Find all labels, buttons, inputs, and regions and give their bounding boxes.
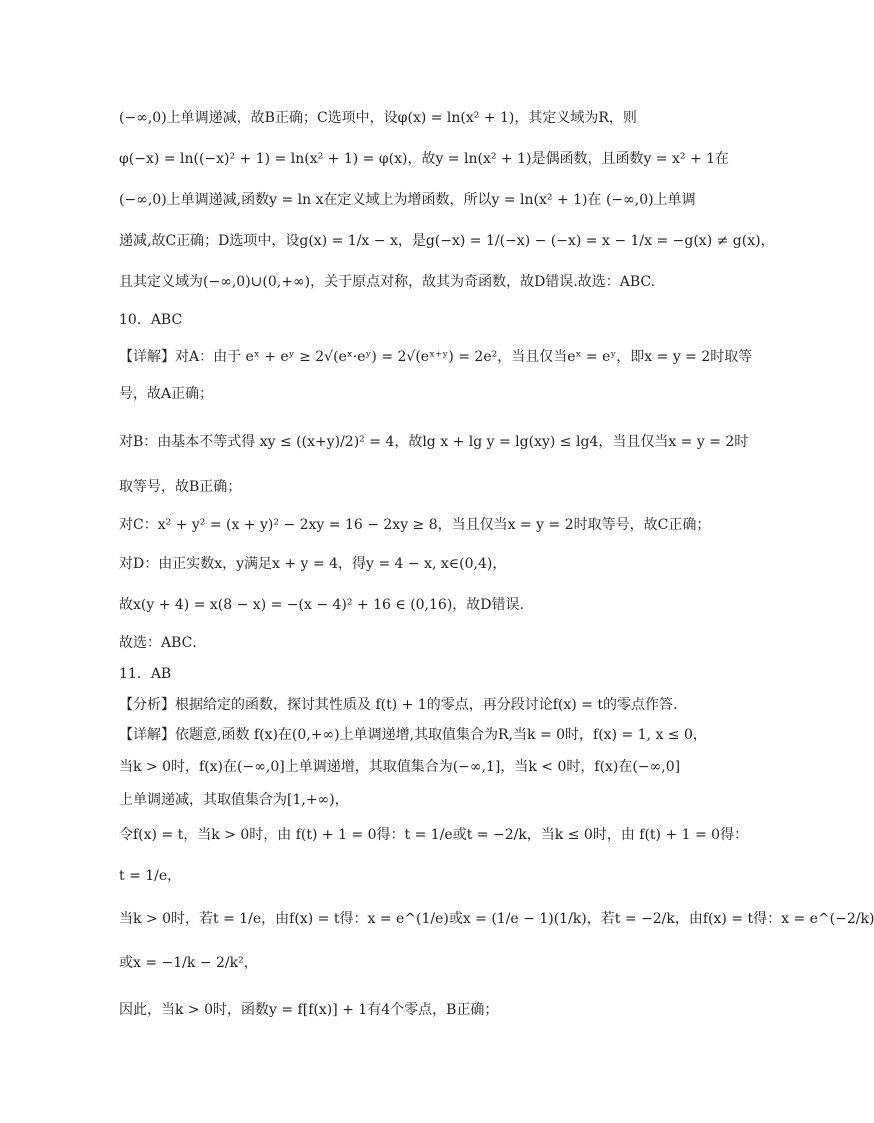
text-line: 对B：由基本不等式得 xy ≤ ((x+y)/2)² = 4，故lg x + lg y = lg(xy) ≤ lg4，当且仅当x = y = 2时: [119, 434, 749, 450]
text-line: 且其定义域为(−∞,0)∪(0,+∞)，关于原点对称，故其为奇函数，故D错误.故选：ABC.: [119, 274, 656, 290]
text-line: 因此，当k > 0时，函数y = f[f(x)] + 1有4个零点，B正确；: [119, 1002, 499, 1018]
text-line: 【详解】对A：由于 eˣ + eʸ ≥ 2√(eˣ·eʸ) = 2√(eˣ⁺ʸ) = 2e²，当且仅当eˣ = eʸ，即x = y = 2时取等: [119, 349, 753, 365]
text-line: 上单调递减，其取值集合为[1,+∞)，: [119, 792, 349, 808]
text-line: 当k > 0时，f(x)在(−∞,0]上单调递增，其取值集合为(−∞,1]，当k < 0时，f(x)在(−∞,0]: [119, 759, 681, 775]
text-line: (−∞,0)上单调递减,函数y = ln x在定义域上为增函数，所以y = ln(x² + 1)在 (−∞,0)上单调: [119, 192, 696, 208]
question-number: 11．AB: [119, 666, 172, 682]
text-line: 递减,故C正确；D选项中，设g(x) = 1/x − x，是g(−x) = 1/(−x) − (−x) = x − 1/x = −g(x) ≠ g(x)，: [119, 233, 775, 249]
question-number: 10．ABC: [119, 312, 183, 328]
text-line: 取等号，故B正确；: [119, 479, 242, 495]
text-line: φ(−x) = ln((−x)² + 1) = ln(x² + 1) = φ(x)，故y = ln(x² + 1)是偶函数，且函数y = x² + 1在: [119, 151, 730, 167]
text-line: 【分析】根据给定的函数，探讨其性质及 f(t) + 1的零点，再分段讨论f(x) = t的零点作答.: [119, 697, 678, 713]
text-line: 对C：x² + y² = (x + y)² − 2xy = 16 − 2xy ≥ 8，当且仅当x = y = 2时取等号，故C正确；: [119, 517, 711, 533]
text-line: 令f(x) = t，当k > 0时，由 f(t) + 1 = 0得：t = 1/e或t = −2/k，当k ≤ 0时，由 f(t) + 1 = 0得：: [119, 827, 749, 843]
text-line: 当k > 0时，若t = 1/e，由f(x) = t得：x = e^(1/e)或x = (1/e − 1)(1/k)，若t = −2/k，由f(x) = t得：x = e^(−2/k): [119, 911, 874, 927]
text-line: 对D：由正实数x，y满足x + y = 4，得y = 4 − x, x∈(0,4)，: [119, 556, 507, 572]
text-line: 故选：ABC．: [119, 635, 207, 651]
text-line: 或x = −1/k − 2/k²，: [119, 955, 258, 971]
text-line: 故x(y + 4) = x(8 − x) = −(x − 4)² + 16 ∈ (0,16)，故D错误.: [119, 597, 524, 613]
text-line: 号，故A正确；: [119, 386, 214, 402]
text-line: (−∞,0)上单调递减，故B正确；C选项中，设φ(x) = ln(x² + 1)，其定义域为R，则: [119, 110, 637, 126]
text-line: t = 1/e，: [119, 868, 182, 884]
text-line: 【详解】依题意,函数 f(x)在(0,+∞)上单调递增,其取值集合为R,当k = 0时，f(x) = 1, x ≤ 0，: [119, 727, 707, 743]
